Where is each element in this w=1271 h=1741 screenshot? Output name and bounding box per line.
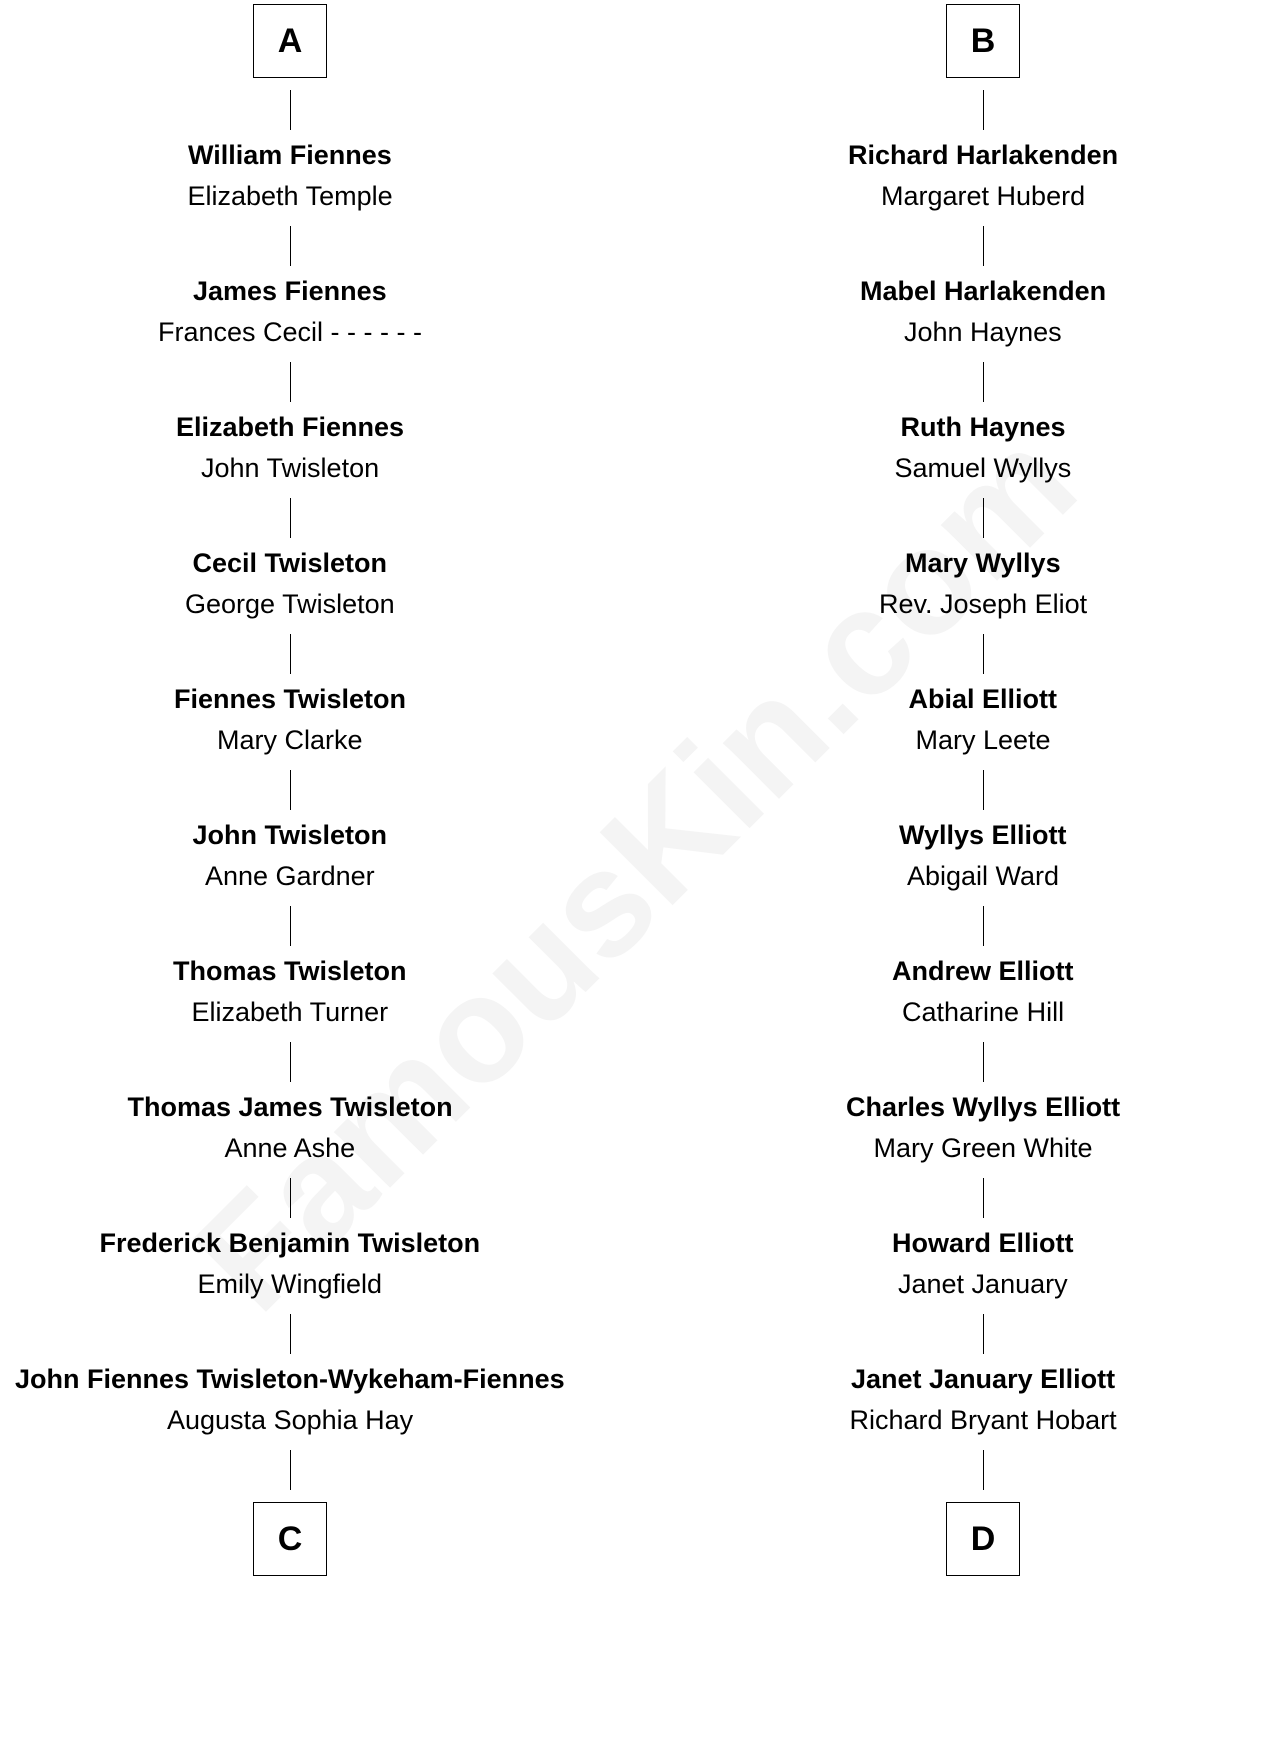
spouse-name: Elizabeth Turner (191, 997, 389, 1027)
spouse-name: Mary Leete (915, 725, 1051, 755)
spouse-name: Margaret Huberd (881, 181, 1086, 211)
connector-line (983, 362, 984, 402)
spouse-name: George Twisleton (185, 589, 395, 619)
connector-line (983, 906, 984, 946)
connector-line (983, 634, 984, 674)
spouse-name: Abigail Ward (907, 861, 1060, 891)
person-name: Elizabeth Fiennes (176, 412, 405, 442)
connector-line (290, 226, 291, 266)
spouse-name: Emily Wingfield (197, 1269, 383, 1299)
connector-line (290, 498, 291, 538)
person-name: Mabel Harlakenden (860, 276, 1107, 306)
connector-line (983, 1042, 984, 1082)
person-name: Janet January Elliott (851, 1364, 1116, 1394)
person-name: John Twisleton (192, 820, 387, 850)
person-name: Fiennes Twisleton (174, 684, 407, 714)
person-name: Ruth Haynes (900, 412, 1066, 442)
connector-line (983, 498, 984, 538)
person-name: Wyllys Elliott (899, 820, 1067, 850)
person-name: Charles Wyllys Elliott (846, 1092, 1121, 1122)
spouse-name: Rev. Joseph Eliot (879, 589, 1088, 619)
spouse-name: Richard Bryant Hobart (849, 1405, 1117, 1435)
lineage-column-right (846, 0, 1271, 1741)
person-name: Andrew Elliott (892, 956, 1074, 986)
spouse-name: Frances Cecil - - - - - - (158, 317, 423, 347)
person-name: Mary Wyllys (905, 548, 1061, 578)
person-name: Richard Harlakenden (848, 140, 1119, 170)
person-name: Howard Elliott (892, 1228, 1074, 1258)
spouse-name: Mary Clarke (217, 725, 363, 755)
connector-line (983, 1450, 984, 1490)
spouse-name: Anne Ashe (224, 1133, 356, 1163)
connector-line (983, 226, 984, 266)
person-name: Cecil Twisleton (192, 548, 388, 578)
person-name: John Fiennes Twisleton-Wykeham-Fiennes (15, 1364, 565, 1394)
spouse-name: Janet January (898, 1269, 1068, 1299)
box-c: C (253, 1502, 327, 1576)
person-name: James Fiennes (193, 276, 387, 306)
spouse-name: John Twisleton (201, 453, 380, 483)
connector-line (983, 770, 984, 810)
connector-line (290, 90, 291, 130)
person-name: Thomas Twisleton (173, 956, 407, 986)
connector-line (290, 1042, 291, 1082)
connector-line (290, 634, 291, 674)
box-b: B (946, 4, 1020, 78)
person-name: Thomas James Twisleton (127, 1092, 453, 1122)
connector-line (983, 1314, 984, 1354)
person-name: Frederick Benjamin Twisleton (99, 1228, 481, 1258)
connector-line (290, 1450, 291, 1490)
connector-line (290, 1178, 291, 1218)
connector-line (290, 362, 291, 402)
spouse-name: Catharine Hill (902, 997, 1065, 1027)
person-name: Abial Elliott (908, 684, 1057, 714)
connector-line (983, 90, 984, 130)
connector-line (290, 770, 291, 810)
connector-line (983, 1178, 984, 1218)
box-d: D (946, 1502, 1020, 1576)
spouse-name: John Haynes (904, 317, 1062, 347)
spouse-name: Elizabeth Temple (187, 181, 393, 211)
spouse-name: Mary Green White (873, 1133, 1093, 1163)
box-a: A (253, 4, 327, 78)
connector-line (290, 1314, 291, 1354)
person-name: William Fiennes (188, 140, 392, 170)
spouse-name: Samuel Wyllys (894, 453, 1072, 483)
connector-line (290, 906, 291, 946)
spouse-name: Anne Gardner (205, 861, 375, 891)
spouse-name: Augusta Sophia Hay (167, 1405, 414, 1435)
